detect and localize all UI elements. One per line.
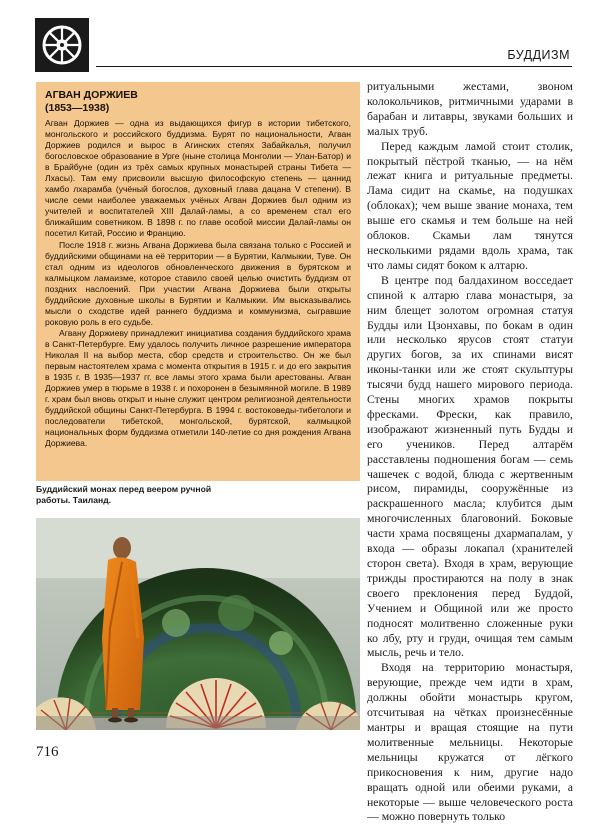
body-paragraph: Перед каждым ламой стоит столик, покрытый пёстрой тканью, — на нём лежат книга и ритуальные предметы. Лама сидит на скамье, на подушках (облоках); чем выше звание монаха, тем выше его скамья и тем больше на ней облоков. Скамьи лам тянутся несколькими рядами вдоль храма, так что ламы сидят боком к алтарю. <box>367 139 573 272</box>
monk-with-fan-photo <box>36 518 360 730</box>
sidebar-dates: (1853—1938) <box>45 102 110 114</box>
sidebar-paragraph: После 1918 г. жизнь Агвана Доржиева была связана только с Россией и буддийскими общинами на её территории — в Бурятии, Калмыкии, Туве. Он стал одним из идеологов обновленческого движения в бурятском и калмыцком ламаизме, которое ставило своей целью очистить буддизм от поздних наслоений. При участии Агвана Доржиева были открыты буддийские духовные школы в Бурятии и Калмыкии. Им высказывались мысли о сходстве идей раннего буддизма и коммунизма, сыгравшие роковую роль в его судьбе. <box>45 239 351 327</box>
sidebar-paragraph: Агван Доржиев — одна из выдающихся фигур в истории тибетского, монгольского и российского буддизма. Бурят по национальности, Агван Доржиев родился и вырос в Агинских степях Забайкалья, получил богословское образование в Урге (ныне столица Монголии — Улан-Батор) и в Брайбуне (один из трёх самых крупных монастырей страны Тибета — Лхасы). Там ему присвоили высшую философскую степень — цаннид хамбо лхарамба (учёный богослов, духовный глава дацана V степени). В числе семи наиболее уважаемых учёных Агван Доржиев был одним из учителей и воспитателей XIII Далай-ламы, а со временем стал его ближайшим советником. В 1898 г. по главе особой миссии Далай-ламы он посетил Китай, Россию и Францию. <box>45 118 351 239</box>
main-text-column <box>367 80 573 825</box>
body-paragraph: ритуальными жестами, звоном колокольчиков, ритмичными ударами в барабан и литавры, звуками больших и малых труб. <box>367 80 573 138</box>
sidebar-title: АГВАН ДОРЖИЕВ <box>45 89 138 101</box>
section-title: БУДДИЗМ <box>507 48 570 62</box>
biography-sidebar <box>36 82 360 481</box>
body-paragraph: Входя на территорию монастыря, верующие, прежде чем идти в храм, должны обойти монастырь кругом, отсчитывая на чётках произнесённые мантры и вращая стоящие на пути молитвенные мельницы. Некоторые мельницы кружатся от лёгкого прикосновения к ним, другие надо вращать одной или обеими руками, а некоторые — выше человеческого роста — можно повернуть только <box>367 661 573 824</box>
page-number: 716 <box>36 744 59 760</box>
body-paragraph: В центре под балдахином восседает спиной к алтарю глава монастыря, за ним блещет золотом огромная статуя Будды или Цзонхавы, по бокам в один или несколько ярусов стоят статуи других богов, за их спинами висят иконы-танки или же стоят скульптуры тысячи будд нашего мирового периода. Стены многих храмов покрыты фресками. Фрески, как правило, изображают жизненный путь Будды и его учеников. Перед алтарём расставлены подношения богам — семь чашечек с водой, блюда с жертвенным рисом, пирамиды, сооружённые из раскрашенного масла; клубится дым многочисленных благовоний. Боковые части храма посвящены дхармапалам, у входа — образы локапал (хранителей сторон света). Входя в храм, верующие трижды простираются на полу в знак своего преклонения перед Буддой, Учением и Общиной или же просто подносят молитвенно сложенные руки ко лбу, рту и груди, очищая тем самым мысль, речь и тело. <box>367 273 573 660</box>
dharma-wheel-icon <box>35 18 89 72</box>
photo-caption: Буддийский монах перед веером ручной работы. Таиланд. <box>36 484 212 505</box>
header-rule <box>96 66 572 67</box>
sidebar-paragraph: Агвану Доржиеву принадлежит инициатива создания буддийского храма в Санкт-Петербурге. Ему удалось получить личное разрешение императора Николая II на выбор места, сбор средств и строительство. Он же был первым настоятелем храма с момента открытия в 1915 г. и до его закрытия в 1935 г. В 1935—1937 гг. все ламы этого храма были арестованы. Агван Доржиев умер в тюрьме в 1938 г. и похоронен в безымянной могиле. В 1989 г. храм был вновь открыт и ныне служит центром религиозной деятельности буддийской общины Санкт-Петербурга. В 1994 г. востоковеды-тибетологи и последователи тибетской, монгольской, бурятской, калмыцкой национальных форм буддизма отметили 140-летие со дня рождения Агвана Доржиева. <box>45 327 351 449</box>
